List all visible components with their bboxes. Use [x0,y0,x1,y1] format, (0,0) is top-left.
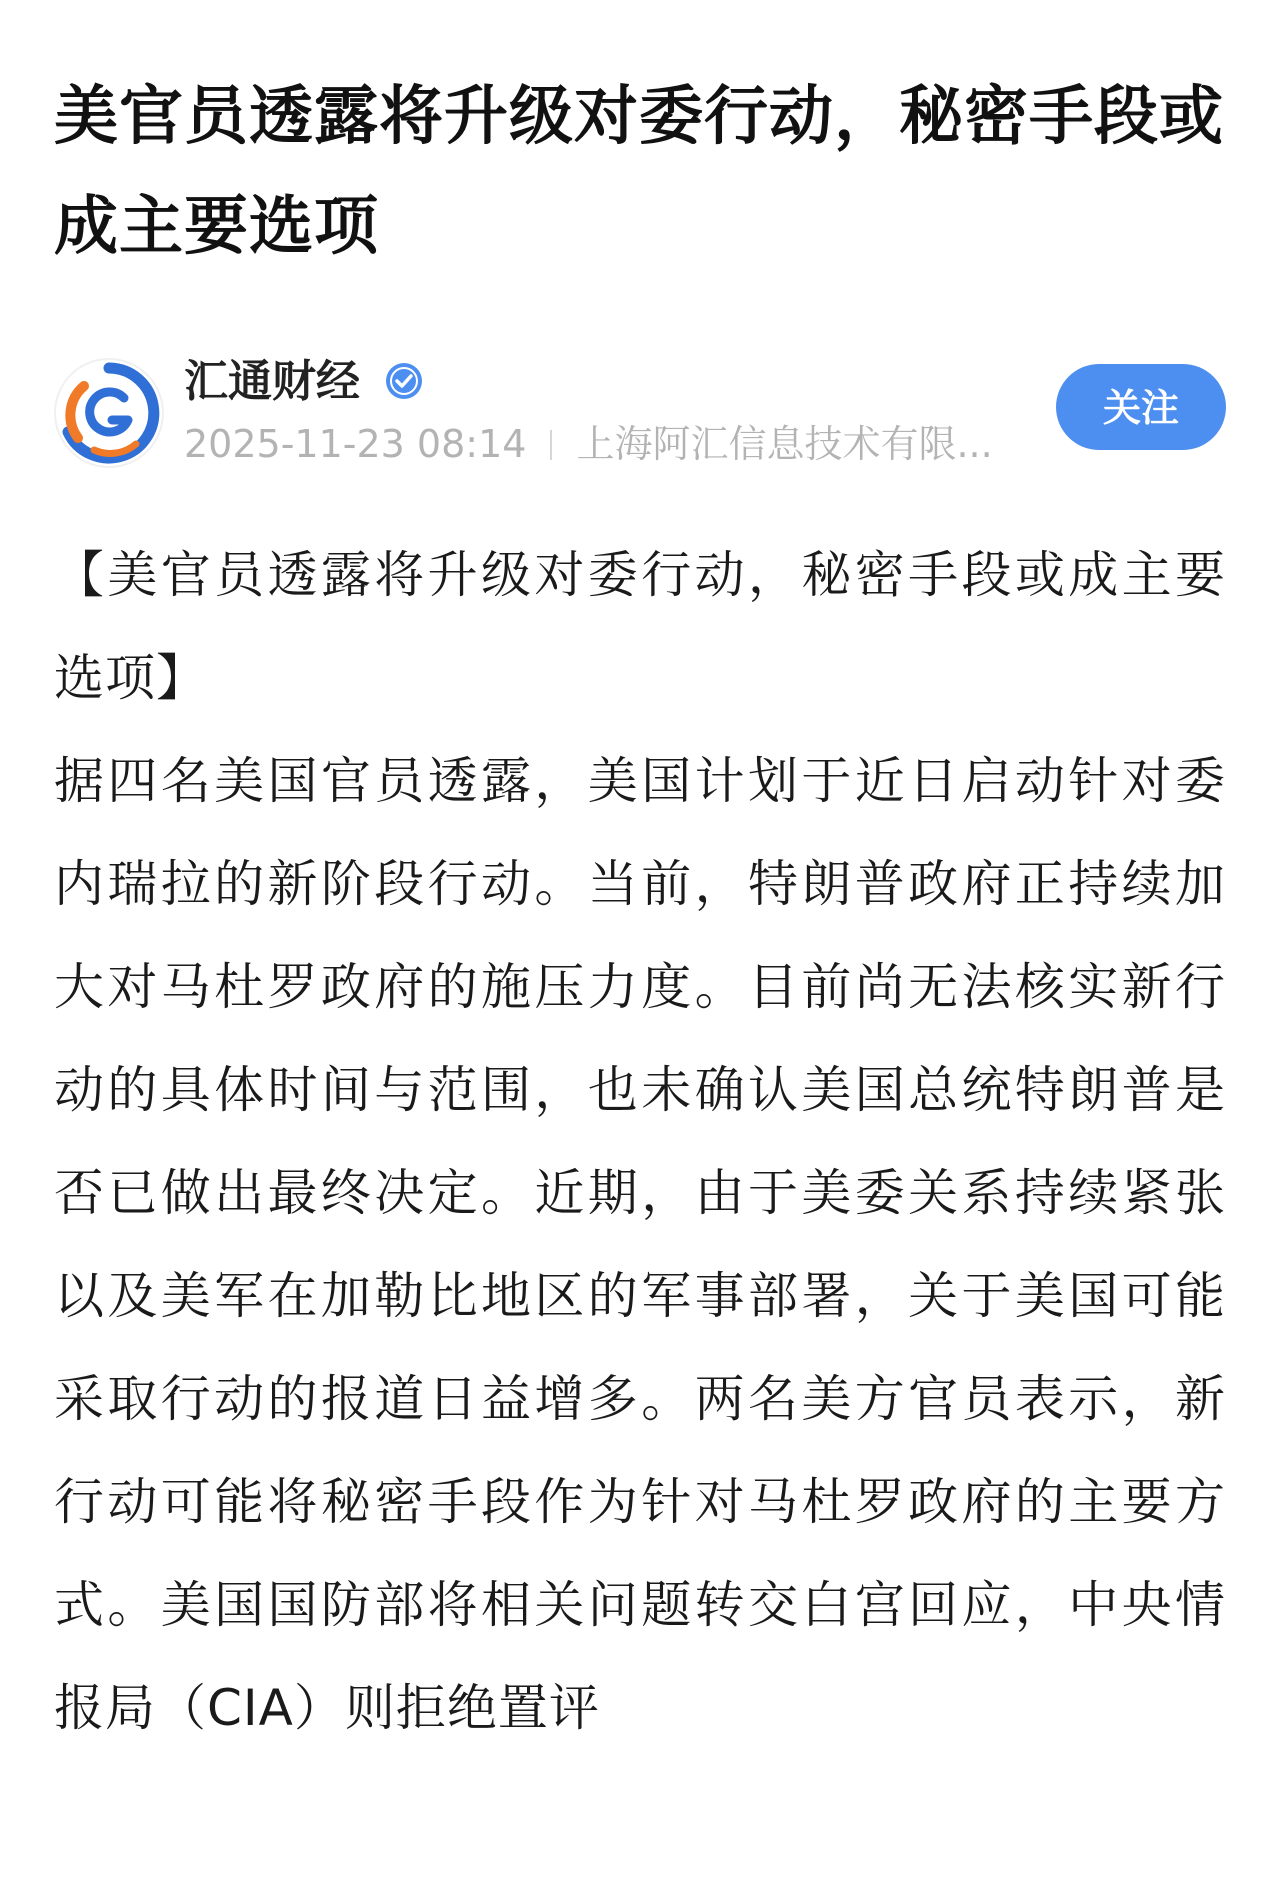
author-bar [54,354,1226,464]
body-paragraph: 据四名美国官员透露，美国计划于近日启动针对委内瑞拉的新阶段行动。当前，特朗普政府正持续加大对马杜罗政府的施压力度。目前尚无法核实新行动的具体时间与范围，也未确认美国总统特朗普是否已做出最终决定。近期，由于美委关系持续紧张以及美军在加勒比地区的军事部署，关于美国可能采取行动的报道日益增多。两名美方官员表示，新行动可能将秘密手段作为针对马杜罗政府的主要方式。美国国防部将相关问题转交白宫回应，中央情报局（CIA）则拒绝置评 [54,752,1226,1737]
article-body [54,524,1226,1760]
article-title: 美官员透露将升级对委行动，秘密手段或成主要选项 [54,80,1224,264]
huitong-logo-icon [54,358,164,468]
follow-button[interactable]: 关注 [1056,364,1226,450]
author-name[interactable]: 汇通财经 [184,356,360,407]
meta-divider [550,430,552,460]
publisher-source: 上海阿汇信息技术有限... [576,422,993,466]
body-heading: 【美官员透露将升级对委行动，秘密手段或成主要选项】 [54,546,1226,707]
publish-date: 2025-11-23 08:14 [184,422,527,466]
author-name-row[interactable] [184,354,423,410]
verified-check-icon [385,362,423,400]
author-avatar[interactable] [54,358,164,468]
article-meta [184,420,993,468]
